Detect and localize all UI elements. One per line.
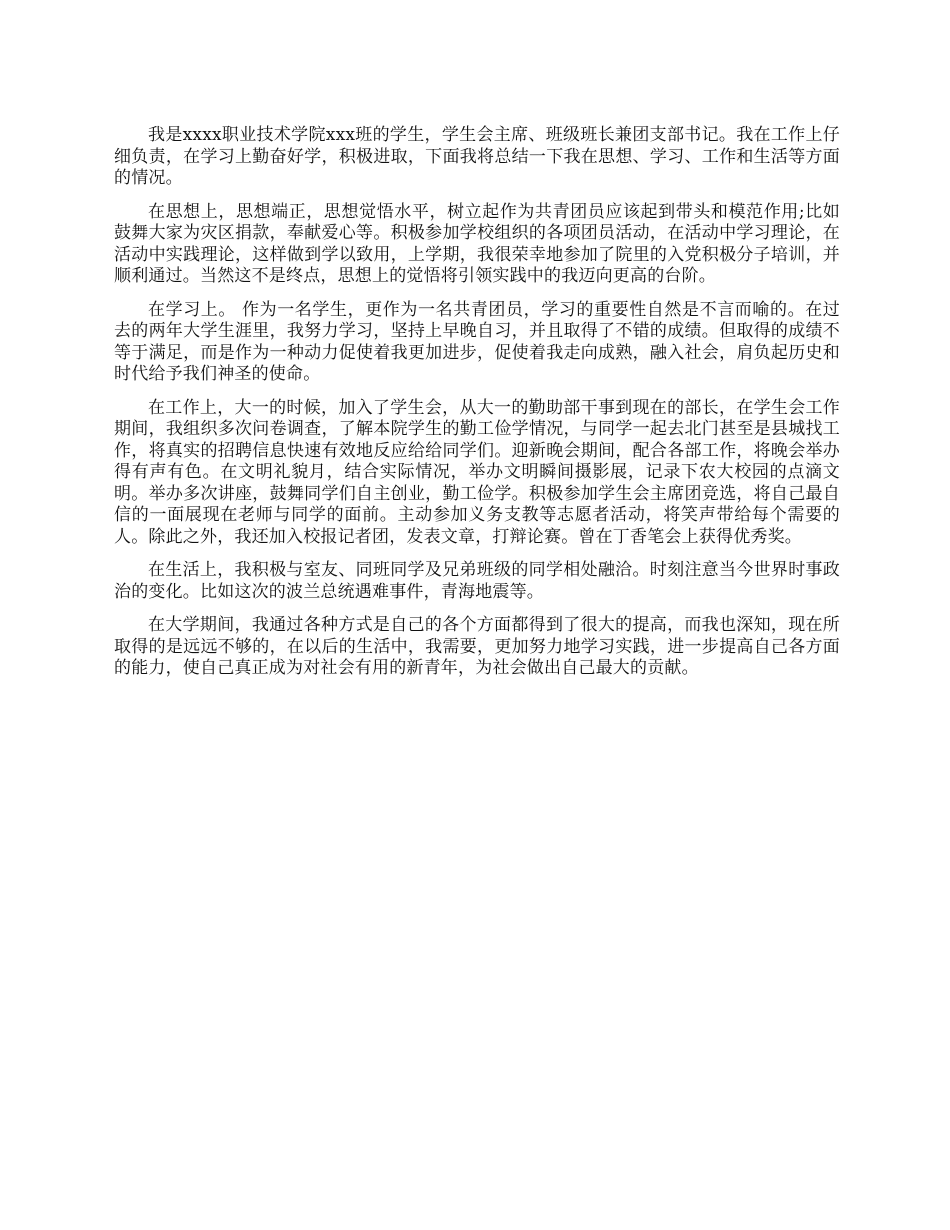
- paragraph-conclusion: 在大学期间，我通过各种方式是自己的各个方面都得到了很大的提高，而我也深知，现在所取得的是远远不够的，在以后的生活中，我需要，更加努力地学习实践，进一步提高自己各方面的能力，使自己真正成为对社会有用的新青年，为社会做出自己最大的贡献。: [114, 615, 840, 678]
- paragraph-study: 在学习上。 作为一名学生，更作为一名共青团员，学习的重要性自然是不言而喻的。在过去的两年大学生涯里，我努力学习，坚持上早晚自习，并且取得了不错的成绩。但取得的成绩不等于满足，而是作为一种动力促使着我更加进步，促使着我走向成熟，融入社会，肩负起历史和时代给予我们神圣的使命。: [114, 299, 840, 384]
- paragraph-work: 在工作上，大一的时候，加入了学生会，从大一的勤助部干事到现在的部长，在学生会工作期间，我组织多次问卷调查，了解本院学生的勤工俭学情况，与同学一起去北门甚至是县城找工作，将真实的招聘信息快速有效地反应给给同学们。迎新晚会期间，配合各部工作，将晚会举办得有声有色。在文明礼貌月，结合实际情况，举办文明瞬间摄影展，记录下农大校园的点滴文明。举办多次讲座，鼓舞同学们自主创业，勤工俭学。积极参加学生会主席团竞选，将自己最自信的一面展现在老师与同学的面前。主动参加义务支教等志愿者活动，将笑声带给每个需要的人。除此之外，我还加入校报记者团，发表文章，打辩论赛。曾在丁香笔会上获得优秀奖。: [114, 397, 840, 547]
- document-body: [114, 125, 840, 692]
- paragraph-intro: 我是xxxx职业技术学院xxx班的学生，学生会主席、班级班长兼团支部书记。我在工作上仔细负责，在学习上勤奋好学，积极进取，下面我将总结一下我在思想、学习、工作和生活等方面的情况。: [114, 125, 840, 188]
- paragraph-life: 在生活上，我积极与室友、同班同学及兄弟班级的同学相处融洽。时刻注意当今世界时事政治的变化。比如这次的波兰总统遇难事件，青海地震等。: [114, 560, 840, 602]
- paragraph-thought: 在思想上，思想端正，思想觉悟水平，树立起作为共青团员应该起到带头和模范作用;比如鼓舞大家为灾区捐款，奉献爱心等。积极参加学校组织的各项团员活动，在活动中学习理论，在活动中实践理论，这样做到学以致用，上学期，我很荣幸地参加了院里的入党积极分子培训，并顺利通过。当然这不是终点，思想上的觉悟将引领实践中的我迈向更高的台阶。: [114, 201, 840, 286]
